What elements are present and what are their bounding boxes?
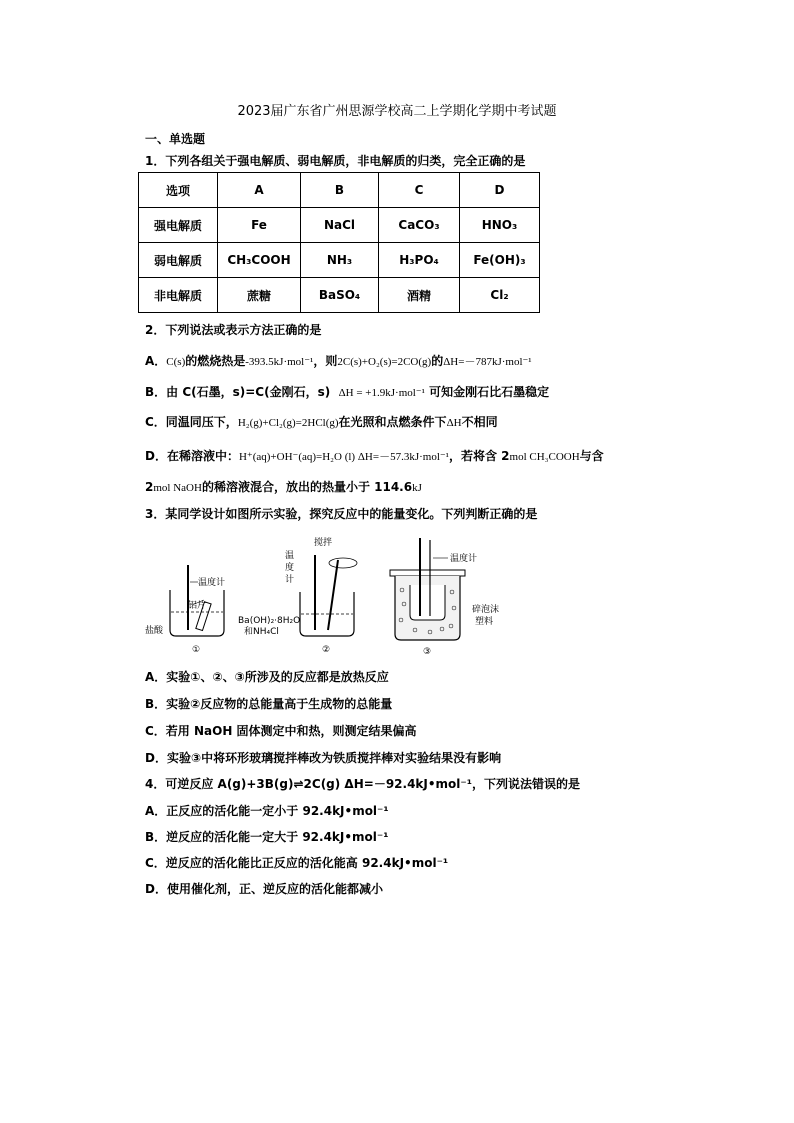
question-1-stem: 1．下列各组关于强电解质、弱电解质，非电解质的归类，完全正确的是	[145, 154, 526, 168]
foam-label: 碎泡沫	[472, 605, 500, 615]
question-3-option-c: C．若用 NaOH 固体测定中和热，则测定结果偏高	[145, 724, 417, 738]
foam-label: 塑料	[475, 617, 494, 627]
formula: ΔH = +1.9kJ·mol⁻¹	[338, 387, 425, 399]
page-title: 2023届广东省广州思源学校高二上学期化学期中考试题	[237, 104, 557, 119]
table-cell: B	[301, 173, 379, 208]
question-3-option-a: A．实验①、②、③所涉及的反应都是放热反应	[145, 670, 389, 684]
table-cell: Fe(OH)₃	[460, 243, 540, 278]
option-text: 的	[431, 354, 444, 368]
formula: H₂(g)+Cl₂(g)=2HCl(g)	[237, 417, 339, 429]
thermometer-label: 温度计	[450, 554, 478, 564]
apparatus-3	[390, 538, 499, 657]
question-2-option-c	[145, 413, 498, 430]
table-cell: NH₃	[301, 243, 379, 278]
question-2-stem: 2．下列说法或表示方法正确的是	[145, 323, 322, 337]
question-3-option-b: B．实验②反应物的总能量高于生成物的总能量	[145, 697, 393, 711]
reagent-label: Ba(OH)₂·8H₂O	[238, 616, 301, 626]
section-heading: 一、单选题	[145, 132, 206, 146]
question-4-option-d: D．使用催化剂，正、逆反应的活化能都减小	[145, 882, 383, 896]
formula: 2C(s)+O₂(s)=2CO(g)	[337, 356, 432, 368]
formula: ΔH	[446, 417, 462, 429]
option-text: 在光照和点燃条件下	[338, 415, 447, 429]
table-cell: NaCl	[301, 208, 379, 243]
hcl-label: 盐酸	[145, 626, 164, 636]
formula: ΔH=－787kJ·mol⁻¹	[443, 356, 532, 368]
stir-label: 搅拌	[314, 538, 333, 548]
thermometer-label-char: 温	[285, 551, 295, 561]
table-row	[139, 278, 540, 313]
option-text: 的燃烧热是	[185, 354, 246, 368]
formula: C(s)	[166, 356, 186, 368]
figure-number-3: ③	[423, 647, 432, 657]
formula: -393.5kJ·mol⁻¹	[245, 356, 314, 368]
table-cell: 强电解质	[139, 208, 218, 243]
question-3-option-d: D．实验③中将环形玻璃搅拌棒改为铁质搅拌棒对实验结果没有影响	[145, 751, 502, 765]
option-text: B．由 C(石墨，s)=C(金刚石，s)	[145, 385, 331, 399]
reagent-label: 和NH₄Cl	[244, 627, 279, 637]
question-2-option-b	[145, 383, 549, 400]
table-cell: Cl₂	[460, 278, 540, 313]
option-text: ，则	[313, 354, 338, 368]
question-4-option-a: A．正反应的活化能一定小于 92.4kJ•mol⁻¹	[145, 804, 389, 818]
thermometer-label: 温度计	[198, 578, 226, 588]
table-cell: 非电解质	[139, 278, 218, 313]
formula: mol CH₃COOH	[509, 451, 580, 463]
table-row	[139, 243, 540, 278]
option-text: 不相同	[461, 415, 498, 429]
table-cell: BaSO₄	[301, 278, 379, 313]
table-cell: A	[218, 173, 301, 208]
table-cell: 弱电解质	[139, 243, 218, 278]
table-cell: HNO₃	[460, 208, 540, 243]
electrolyte-table	[138, 172, 540, 313]
experiment-figure	[140, 530, 520, 660]
table-cell: Fe	[218, 208, 301, 243]
option-text: 2	[145, 480, 154, 494]
figure-number-2: ②	[322, 645, 331, 655]
apparatus-2	[238, 536, 357, 655]
formula: H⁺(aq)+OH⁻(aq)=H₂O (l) ΔH=－57.3kJ·mol⁻¹	[238, 451, 449, 463]
table-cell: CaCO₃	[379, 208, 460, 243]
apparatus-1	[145, 565, 225, 655]
formula: mol NaOH	[153, 482, 202, 494]
aluminum-label: 铝片	[188, 601, 207, 611]
table-cell: 酒精	[379, 278, 460, 313]
thermometer-label-char: 计	[285, 575, 295, 585]
option-text: ，若将含 2	[448, 449, 510, 463]
figure-number-1: ①	[192, 645, 201, 655]
thermometer-label-char: 度	[285, 563, 295, 573]
option-text: C．同温同压下，	[145, 415, 238, 429]
option-text: 的稀溶液混合，放出的热量小于 114.6	[201, 480, 413, 494]
question-2-option-d-cont	[145, 478, 422, 495]
option-text: 与含	[579, 449, 604, 463]
option-text: A．	[145, 354, 167, 368]
question-4-option-b: B．逆反应的活化能一定大于 92.4kJ•mol⁻¹	[145, 830, 389, 844]
table-cell: 蔗糖	[218, 278, 301, 313]
table-row	[139, 208, 540, 243]
option-text: D．在稀溶液中：	[145, 449, 239, 463]
option-text: 可知金刚石比石墨稳定	[429, 385, 550, 399]
table-cell: D	[460, 173, 540, 208]
formula: kJ	[412, 482, 422, 494]
table-cell: C	[379, 173, 460, 208]
table-cell: CH₃COOH	[218, 243, 301, 278]
question-2-option-a	[145, 352, 532, 369]
table-header-row	[139, 173, 540, 208]
question-3-stem: 3．某同学设计如图所示实验，探究反应中的能量变化。下列判断正确的是	[145, 507, 538, 521]
table-cell: H₃PO₄	[379, 243, 460, 278]
question-2-option-d	[145, 447, 604, 464]
question-4-stem: 4．可逆反应 A(g)+3B(g)⇌2C(g) ΔH=－92.4kJ•mol⁻¹，下列说法错误的是	[145, 777, 580, 791]
question-4-option-c: C．逆反应的活化能比正反应的活化能高 92.4kJ•mol⁻¹	[145, 856, 449, 870]
table-cell: 选项	[139, 173, 218, 208]
